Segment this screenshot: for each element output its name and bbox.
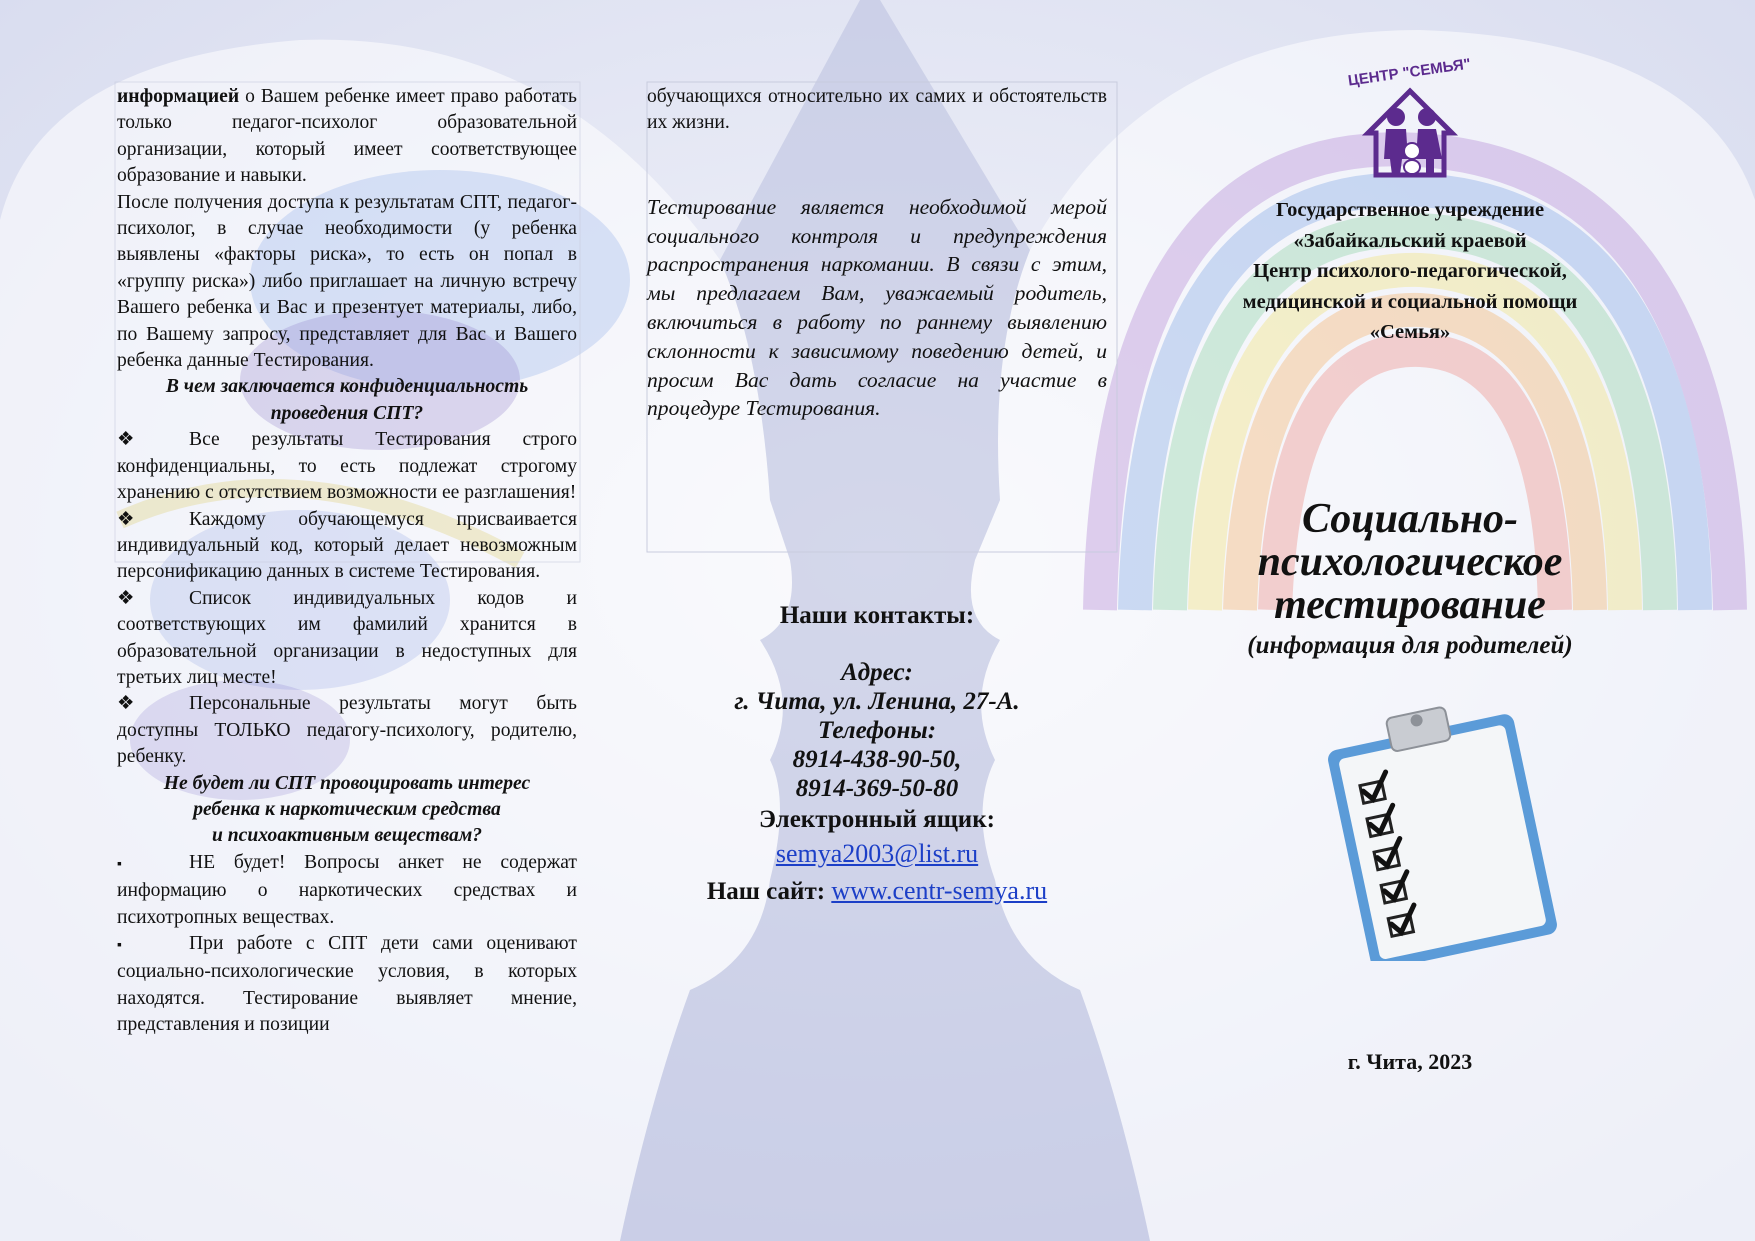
site-label: Наш сайт: [706, 878, 832, 905]
address: г. Чита, ул. Ленина, 27-А. [734, 688, 1020, 715]
org-line-2: «Забайкальский краевой [1293, 229, 1527, 252]
clipboard-checklist-icon [1285, 701, 1585, 961]
contacts-block [647, 600, 1107, 912]
contacts-title: Наши контакты: [779, 602, 975, 629]
diamond-bullet-icon: ❖ [117, 587, 135, 609]
logo-text: ЦЕНТР "СЕМЬЯ" [1346, 55, 1472, 90]
diamond-bullet-icon: ❖ [117, 693, 135, 715]
site-line [647, 872, 1107, 912]
title-line-1: Социально- [1301, 495, 1519, 542]
subtitle: (информация для родителей) [1247, 631, 1573, 659]
list-item: ❖ Все результаты Тестирования строго конфиденциальны, то есть подлежат строгому хранению с отсутствием возможности ее разглашения! [117, 429, 577, 504]
list-item: ▪ НЕ будет! Вопросы анкет не содержат информацию о наркотических средствах и психотропных веществах. [117, 851, 577, 928]
drug-interest-heading: Не будет ли СПТ провоцировать интерес ребенка к наркотическим средства и психоактивным веществам? [163, 772, 531, 847]
list-item: ▪ При работе с СПТ дети сами оценивают социально-психологические условия, в которых находятся. Тестирование выявляет мнение, представления и позиции [117, 933, 577, 1036]
list-item: ❖ Список индивидуальных кодов и соответствующих им фамилий хранится в образовательной организации в недоступных для третьих лиц месте! [117, 587, 577, 688]
site-link[interactable]: www.centr-semya.ru [831, 876, 1048, 905]
phone-1: 8914-438-90-50, [792, 746, 962, 773]
left-column [117, 84, 577, 1039]
org-line-4: медицинской и социальной помощи [1242, 290, 1578, 313]
org-line-3: Центр психолого-педагогической, [1253, 260, 1567, 282]
confidentiality-heading: В чем заключается конфиденциальность проведения СПТ? [165, 376, 529, 424]
phones-label: Телефоны: [817, 717, 937, 744]
diamond-bullet-icon: ❖ [117, 508, 135, 530]
right-column [1185, 55, 1635, 1075]
access-paragraph: После получения доступа к результатам СПТ, педагог-психолог, в случае необходимости (у ребенка выявлены «факторы риска», то есть он попал в «группу риска») либо приглашает на личную встречу Вашего ребенка и Вас и презентует материалы, либо, по Вашему запросу, представляет для Вас и Вашего ребенка данные Тестирования. [117, 191, 577, 372]
org-line-1: Государственное учреждение [1275, 199, 1545, 221]
email-link[interactable]: semya2003@list.ru [775, 839, 979, 868]
phone-2: 8914-369-50-80 [795, 775, 959, 802]
square-bullet-icon: ▪ [117, 938, 122, 953]
list-item: ❖ Персональные результаты могут быть доступны ТОЛЬКО педагогу-психологу, родителю, ребенку. [117, 693, 577, 768]
continued-paragraph: обучающихся относительно их самих и обстоятельств их жизни. [647, 86, 1107, 134]
intro-paragraph: информацией о Вашем ребенке имеет право работать только педагог-психолог образовательной организации, который имеет соответствующее образование и навыки. [117, 86, 577, 187]
address-label: Адрес: [841, 659, 913, 686]
title-line-2: психологическое [1257, 538, 1563, 585]
city-year: г. Чита, 2023 [1347, 1048, 1473, 1074]
org-line-5: «Семья» [1369, 321, 1451, 343]
family-center-logo-icon [1330, 55, 1490, 185]
square-bullet-icon: ▪ [117, 856, 122, 872]
email-label: Электронный ящик: [759, 806, 995, 833]
list-item: ❖ Каждому обучающемуся присваивается индивидуальный код, который делает невозможным персонификацию данных в системе Тестирования. [117, 508, 577, 583]
title-line-3: тестирование [1274, 581, 1546, 628]
diamond-bullet-icon: ❖ [117, 429, 135, 451]
middle-column [647, 84, 1107, 423]
intro-bold: информацией [117, 86, 240, 107]
testing-italic-paragraph: Тестирование является необходимой мерой социального контроля и предупреждения распространения наркомании. В связи с этим, мы предлагаем Вам, уважаемый родитель, включиться в работу по раннему выявлению склонности к зависимому поведению детей, и просим Вас дать согласие на участие в процедуре Тестирования. [647, 194, 1107, 421]
